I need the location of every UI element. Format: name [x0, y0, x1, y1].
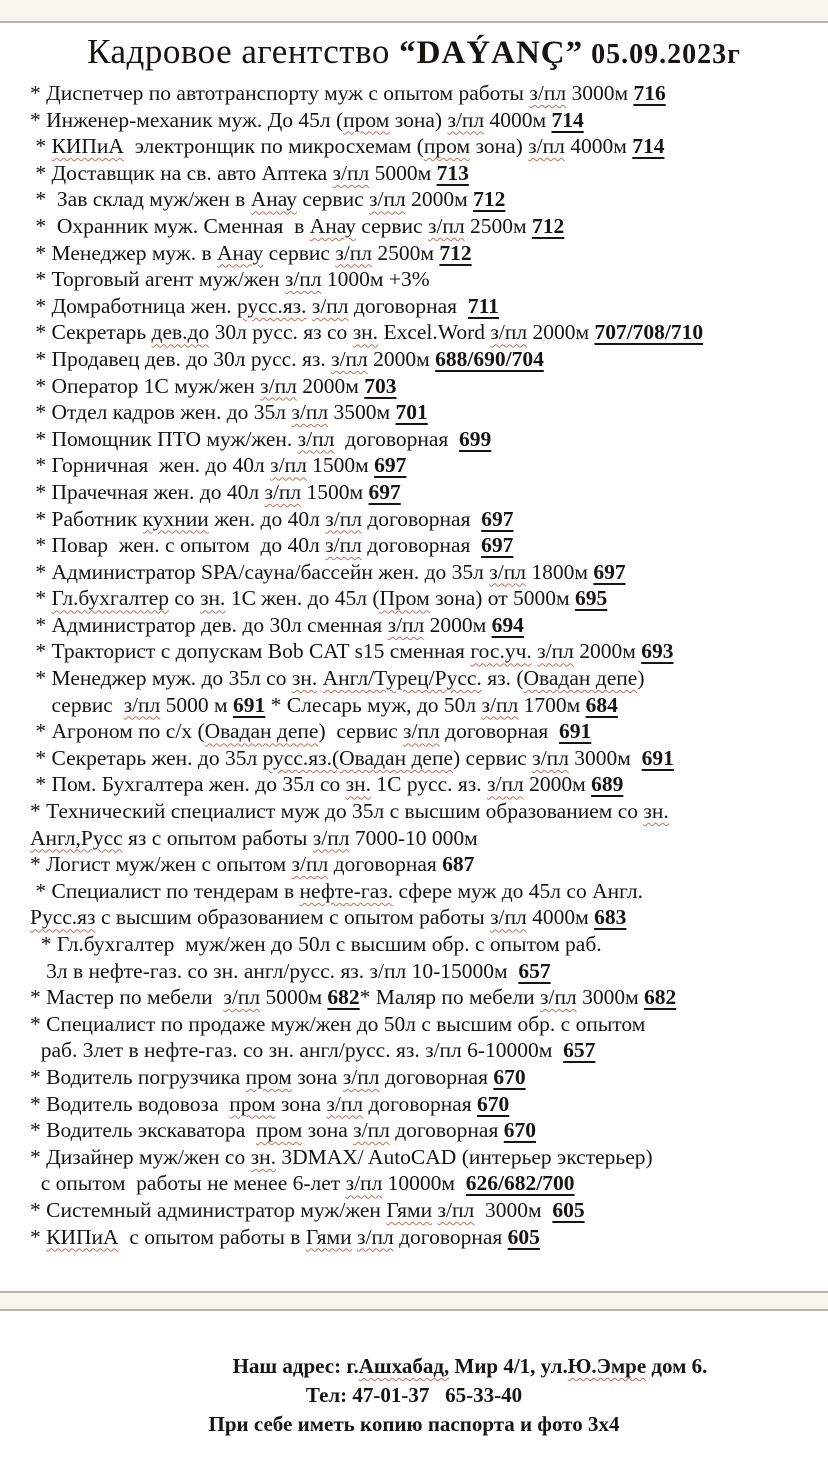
document-date: 05.09.2023г [583, 39, 741, 70]
spellcheck-underline: з/пл [123, 692, 161, 717]
spellcheck-underline: з/пл [264, 479, 302, 504]
job-line: * Зав склад муж/жен в Анау сервис з/пл 2000м 712 [30, 187, 506, 212]
spellcheck-underline: з/пл [528, 134, 565, 159]
job-line: * Домработница жен. русс.яз. з/пл договорная 711 [30, 293, 499, 318]
spellcheck-underline: дев.до [151, 320, 210, 345]
job-line: * Продавец дев. до 30л русс. яз. з/пл 2000м 688/690/704 [30, 346, 544, 371]
spellcheck-underline: з/пл [447, 107, 485, 132]
agency-brand-name: “DAÝANÇ” [399, 35, 584, 71]
spellcheck-underline: з/пл [403, 719, 440, 744]
ref-code: 682 [327, 985, 360, 1010]
job-line: * Торговый агент муж/жен з/пл 1000м +3% [30, 267, 430, 292]
job-line: * Водитель экскаватора пром зона з/пл договорная 670 [30, 1118, 536, 1143]
document-title [0, 32, 828, 72]
spellcheck-underline: з/пл [529, 81, 567, 105]
job-line: * Администратор дев. до 30л сменная з/пл 2000м 694 [30, 612, 524, 637]
job-line: * Дизайнер муж/жен со зн. 3DMAX/ AutoCAD (интерьер экстерьер) [30, 1144, 653, 1169]
ref-code: 697 [481, 506, 514, 531]
footer-line: Наш адрес: г.Ашхабад, Мир 4/1, ул.Ю.Эмре дом 6. [232, 1354, 708, 1378]
spellcheck-underline: Русс.яз [30, 905, 96, 930]
contact-footer [0, 1352, 828, 1439]
job-line: * Оператор 1С муж/жен з/пл 2000м 703 [30, 373, 397, 398]
job-line: * Охранник муж. Сменная в Анау сервис з/пл 2500м 712 [30, 213, 565, 238]
ref-code: 712 [439, 240, 472, 265]
spellcheck-underline: нефте-газ. [299, 878, 394, 903]
spellcheck-underline: з/пл [312, 825, 350, 850]
ref-code: 703 [364, 373, 397, 398]
ref-code: 707/708/710 [594, 320, 704, 345]
ref-code: 670 [477, 1091, 510, 1116]
job-line: * КИПиА с опытом работы в Гями з/пл договорная 605 [30, 1224, 540, 1249]
spellcheck-underline: зн. [643, 799, 669, 824]
job-line: * Водитель погрузчика пром зона з/пл договорная 670 [30, 1064, 526, 1089]
spellcheck-underline: Ашхабад, [358, 1354, 450, 1378]
spellcheck-underline: з/пл [311, 293, 349, 318]
spellcheck-underline: з/пл [353, 1118, 390, 1143]
spellcheck-underline: з/пл [437, 1197, 475, 1222]
spellcheck-underline: зн. [352, 320, 379, 345]
spellcheck-underline: Анау [217, 240, 264, 265]
spellcheck-underline: з/пл [331, 346, 368, 371]
spellcheck-underline: зн. [250, 1144, 276, 1169]
job-line: * Гл.бухгалтер со зн. 1С жен. до 45л (Пром зона) от 5000м 695 [30, 586, 608, 611]
ref-code: 694 [491, 612, 524, 637]
ref-code: 713 [436, 160, 469, 185]
spellcheck-underline: з/пл [325, 506, 362, 531]
ref-code: 657 [518, 958, 551, 983]
job-line: раб. 3лет в нефте-газ. со зн. англ/русс. яз. з/пл 6-10000м 657 [30, 1038, 596, 1063]
spellcheck-underline: з/пл [342, 1064, 380, 1089]
spellcheck-underline: з/пл [387, 612, 425, 637]
job-line: * Секретарь жен. до 35л русс.яз.(Овадан депе) сервис з/пл 3000м 691 [30, 745, 674, 770]
document-page [0, 32, 828, 1250]
spellcheck-underline: Ю.Эмре [567, 1354, 647, 1378]
job-line: * Логист муж/жен с опытом з/пл договорная 687 [30, 852, 475, 877]
spellcheck-underline: з/пл [326, 1091, 364, 1116]
job-line: * Диспетчер по автотранспорту муж с опытом работы з/пл 3000м 716 [30, 81, 666, 105]
spellcheck-underline: пром [256, 1118, 303, 1143]
spellcheck-underline: з/пл [490, 905, 527, 930]
job-line: * Мастер по мебели з/пл 5000м 682* Маляр по мебели з/пл 3000м 682 [30, 985, 677, 1010]
ref-code: 699 [459, 426, 492, 451]
spellcheck-underline: пром [245, 1064, 292, 1089]
ref-code: 712 [473, 187, 506, 212]
job-line: сервис з/пл 5000 м 691 * Слесарь муж, до 50л з/пл 1700м 684 [30, 692, 618, 717]
spellcheck-underline: з/пл [325, 533, 362, 558]
spellcheck-underline: Англ/Турец/Русс. [322, 666, 482, 691]
ref-code: 716 [633, 81, 666, 105]
ref-code: 697 [368, 479, 401, 504]
spellcheck-underline: гос.уч. [470, 639, 532, 664]
spellcheck-underline: КИПиА [46, 1224, 119, 1249]
ref-code: 670 [493, 1064, 526, 1089]
ref-code: 657 [563, 1038, 596, 1063]
spellcheck-underline: Англ,Русс [30, 825, 123, 850]
spellcheck-underline: кухнии [142, 506, 209, 531]
spellcheck-underline: Гями [305, 1224, 352, 1249]
ref-code: 683 [594, 905, 627, 930]
ref-code: 691 [641, 745, 674, 770]
spellcheck-underline: з/пл [223, 985, 261, 1010]
ref-code: 701 [395, 400, 428, 425]
spellcheck-underline: зн. [291, 666, 318, 691]
ref-code: 695 [575, 586, 608, 611]
job-line: 3л в нефте-газ. со зн. англ/русс. яз. з/пл 10-15000м 657 [30, 958, 551, 983]
job-line: * Администратор SPA/сауна/бассейн жен. до 35л з/пл 1800м 697 [30, 559, 626, 584]
job-line: Англ,Русс яз с опытом работы з/пл 7000-10 000м [30, 825, 478, 850]
spellcheck-underline: з/пл [489, 559, 526, 584]
spellcheck-underline: КИПиА [51, 134, 124, 159]
ref-code: 670 [503, 1118, 536, 1143]
job-line: * Пом. Бухгалтера жен. до 35л со зн. 1С русс. яз. з/пл 2000м 689 [30, 772, 624, 797]
footer-line: При себе иметь копию паспорта и фото 3х4 [208, 1412, 620, 1436]
job-line: * Технический специалист муж до 35л с высшим образованием со зн. [30, 799, 669, 824]
job-line: * Работник кухнии жен. до 40л з/пл договорная 697 [30, 506, 514, 531]
spellcheck-underline: русс.яз.(Овадан депе [262, 745, 453, 770]
spellcheck-underline: з/пл [537, 639, 574, 664]
job-line: * Доставщик на св. авто Аптека з/пл 5000м 713 [30, 160, 469, 185]
job-line: * Прачечная жен. до 40л з/пл 1500м 697 [30, 479, 401, 504]
spellcheck-underline: Овадан депе [204, 719, 319, 744]
spellcheck-underline: з/пл [539, 985, 577, 1010]
job-line: * Повар жен. с опытом до 40л з/пл договорная 697 [30, 533, 514, 558]
job-line: * КИПиА электронщик по микросхемам (пром зона) з/пл 4000м 714 [30, 134, 665, 159]
ref-code: 691 [233, 692, 266, 717]
job-line: * Тракторист с допускам Bob CAT s15 сменная гос.уч. з/пл 2000м 693 [30, 639, 674, 664]
spellcheck-underline: зн. [345, 772, 371, 797]
job-line: * Отдел кадров жен. до 35л з/пл 3500м 701 [30, 400, 428, 425]
ref-code: 688/690/704 [435, 346, 544, 371]
spellcheck-underline: з/пл [260, 373, 297, 398]
job-line: Русс.яз с высшим образованием с опытом работы з/пл 4000м 683 [30, 905, 627, 930]
job-line: * Помощник ПТО муж/жен. з/пл договорная 699 [30, 426, 492, 451]
job-line: * Системный администратор муж/жен Гями з/пл 3000м 605 [30, 1197, 585, 1222]
job-line: * Водитель водовоза пром зона з/пл договорная 670 [30, 1091, 510, 1116]
spellcheck-underline: Анау [309, 213, 356, 238]
spellcheck-underline: з/пл [297, 426, 335, 451]
page-break-band [0, 1291, 828, 1311]
job-line: * Специалист по тендерам в нефте-газ. сфере муж до 45л со Англ. [30, 878, 643, 903]
spellcheck-underline: з/пл [357, 1224, 394, 1249]
job-list [0, 76, 828, 1250]
spellcheck-underline: з/пл [270, 453, 307, 478]
job-line: * Менеджер муж. до 35л со зн. Англ/Турец/Русс. яз. (Овадан депе) [30, 666, 645, 691]
ref-code: 714 [551, 107, 584, 132]
spellcheck-underline: з/пл [284, 267, 322, 292]
ref-code: 626/682/700 [465, 1171, 575, 1196]
spellcheck-underline: з/пл [332, 160, 370, 185]
ref-code: 684 [585, 692, 618, 717]
spellcheck-underline: пром [229, 1091, 276, 1116]
spellcheck-underline: з/пл [369, 187, 406, 212]
spellcheck-underline: з/пл [427, 213, 465, 238]
job-line: * Инженер-механик муж. До 45л (пром зона) з/пл 4000м 714 [30, 107, 584, 132]
ref-code: 605 [552, 1197, 585, 1222]
spellcheck-underline: з/пл [291, 400, 329, 425]
spellcheck-underline: з/пл [487, 772, 524, 797]
spellcheck-underline: Анау [250, 187, 297, 212]
spellcheck-underline: Гями [386, 1197, 433, 1222]
ref-code: 687 [442, 852, 475, 877]
ref-code: 682 [644, 985, 677, 1010]
job-line: * Секретарь дев.до 30л русс. яз со зн. Excel.Word з/пл 2000м 707/708/710 [30, 320, 704, 345]
ref-code: 697 [481, 533, 514, 558]
spellcheck-underline: з/пл [532, 745, 569, 770]
ref-code: 712 [532, 213, 565, 238]
agency-title-text: Кадровое агентство [87, 32, 400, 71]
spellcheck-underline: пром [423, 134, 471, 159]
spellcheck-underline: Гл.бухгалтер [51, 586, 170, 611]
ref-code: 697 [593, 559, 626, 584]
spellcheck-underline: зн. [200, 586, 226, 611]
spellcheck-underline: з/пл [345, 1171, 383, 1196]
job-line: с опытом работы не менее 6-лет з/пл 10000м 626/682/700 [30, 1171, 575, 1196]
job-line: * Горничная жен. до 40л з/пл 1500м 697 [30, 453, 407, 478]
ref-code: 693 [641, 639, 674, 664]
job-line: * Менеджер муж. в Анау сервис з/пл 2500м 712 [30, 240, 472, 265]
ref-code: 711 [467, 293, 499, 318]
spellcheck-underline: з/пл [490, 320, 528, 345]
spellcheck-underline: пром [343, 107, 390, 132]
spellcheck-underline: з/пл [335, 240, 373, 265]
ref-code: 605 [507, 1224, 540, 1249]
job-line: * Агроном по с/х (Овадан депе) сервис з/пл договорная 691 [30, 719, 592, 744]
ref-code: 691 [559, 719, 592, 744]
ref-code: 714 [632, 134, 665, 159]
footer-line: Тел: 47-01-37 65-33-40 [305, 1383, 523, 1407]
spellcheck-underline: русс.яз. [237, 293, 307, 318]
ref-code: 689 [591, 772, 624, 797]
spellcheck-underline: з/пл [291, 852, 329, 877]
ref-code: 697 [374, 453, 407, 478]
page-top-margin-band [0, 0, 828, 23]
spellcheck-underline: Овадан депе [523, 666, 638, 691]
spellcheck-underline: з/пл [481, 692, 519, 717]
job-line: * Гл.бухгалтер муж/жен до 50л с высшим обр. с опытом раб. [30, 932, 602, 956]
spellcheck-underline: Пром [379, 586, 430, 611]
job-line: * Специалист по продаже муж/жен до 50л с высшим обр. с опытом [30, 1011, 646, 1036]
